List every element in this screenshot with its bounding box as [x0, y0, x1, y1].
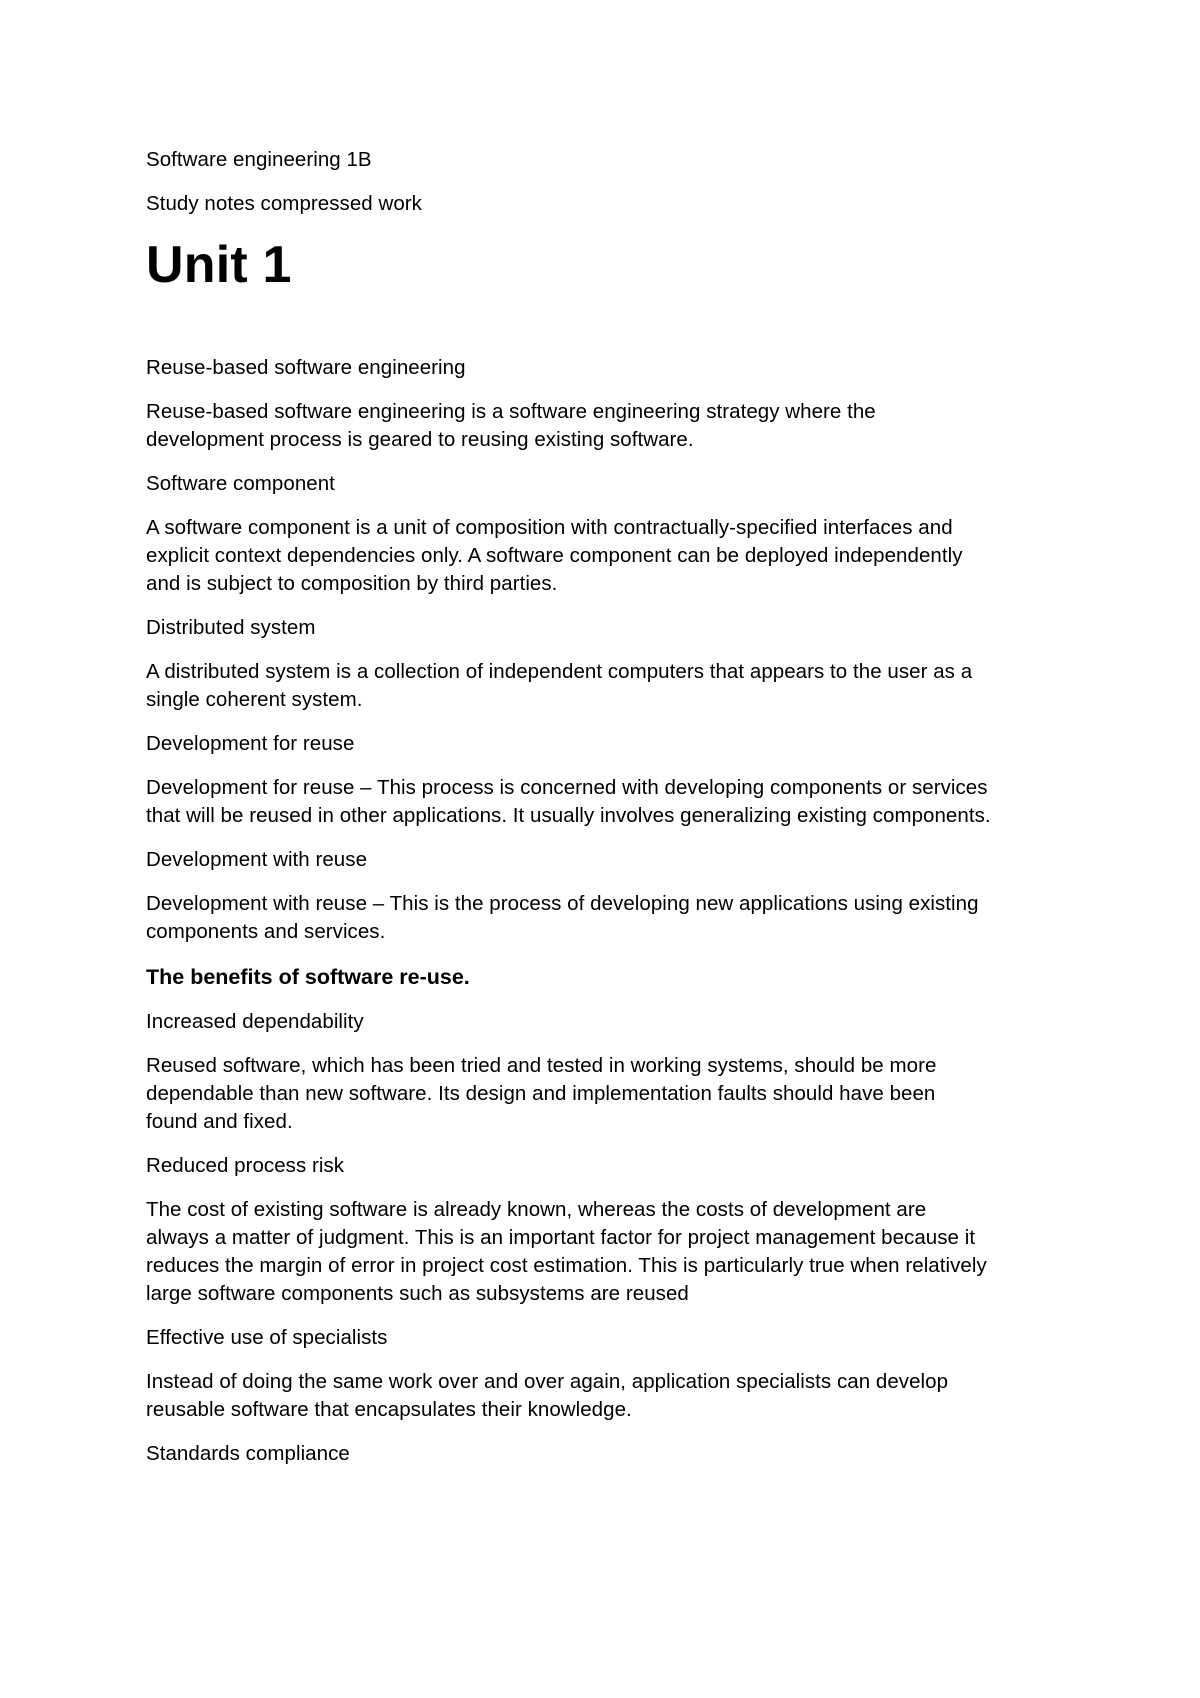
definition-paragraph [146, 514, 1086, 598]
definition-line: reusable software that encapsulates their knowledge. [146, 1398, 632, 1421]
term-heading: Software component [146, 472, 335, 495]
benefits-section [146, 1008, 1086, 1468]
definition-line: Reused software, which has been tried and tested in working systems, should be more [146, 1054, 937, 1077]
term-heading: Standards compliance [146, 1442, 350, 1465]
definition-paragraph [146, 890, 1086, 946]
definition-line: large software components such as subsystems are reused [146, 1282, 689, 1305]
definition-line: Development for reuse – This process is concerned with developing components or services [146, 776, 988, 799]
definition-paragraph [146, 1368, 1086, 1424]
definition-line: reduces the margin of error in project cost estimation. This is particularly true when relatively [146, 1254, 987, 1277]
definition-line: explicit context dependencies only. A software component can be deployed independently [146, 544, 963, 567]
definition-line: found and fixed. [146, 1110, 293, 1133]
definition-paragraph [146, 658, 1086, 714]
definitions-section [146, 354, 1086, 946]
definition-line: always a matter of judgment. This is an important factor for project management because it [146, 1226, 976, 1249]
definition-paragraph [146, 1196, 1086, 1308]
term-heading: Distributed system [146, 616, 316, 639]
benefits-heading: The benefits of software re-use. [146, 965, 470, 989]
course-title: Software engineering 1B [146, 148, 372, 171]
term-heading: Effective use of specialists [146, 1326, 388, 1349]
definition-line: A distributed system is a collection of independent computers that appears to the user as a [146, 660, 973, 683]
unit-heading: Unit 1 [146, 236, 292, 294]
term-heading: Development for reuse [146, 732, 355, 755]
definition-line: development process is geared to reusing existing software. [146, 428, 694, 451]
term-heading: Reuse-based software engineering [146, 356, 466, 379]
definition-paragraph [146, 1052, 1086, 1136]
definition-line: single coherent system. [146, 688, 363, 711]
term-heading: Development with reuse [146, 848, 368, 871]
definition-line: A software component is a unit of composition with contractually-specified interfaces and [146, 516, 953, 539]
definition-line: dependable than new software. Its design and implementation faults should have been [146, 1082, 936, 1105]
definition-paragraph [146, 398, 1086, 454]
definition-line: Development with reuse – This is the process of developing new applications using existing [146, 892, 979, 915]
term-heading: Increased dependability [146, 1010, 364, 1033]
definition-line: that will be reused in other applications. It usually involves generalizing existing components. [146, 804, 991, 827]
definition-line: and is subject to composition by third parties. [146, 572, 558, 595]
definition-line: Reuse-based software engineering is a software engineering strategy where the [146, 400, 876, 423]
document-subtitle: Study notes compressed work [146, 192, 422, 215]
definition-line: components and services. [146, 920, 386, 943]
definition-line: The cost of existing software is already known, whereas the costs of development are [146, 1198, 927, 1221]
definition-paragraph [146, 774, 1086, 830]
definition-line: Instead of doing the same work over and over again, application specialists can develop [146, 1370, 949, 1393]
term-heading: Reduced process risk [146, 1154, 345, 1177]
document-page [146, 146, 1086, 1468]
